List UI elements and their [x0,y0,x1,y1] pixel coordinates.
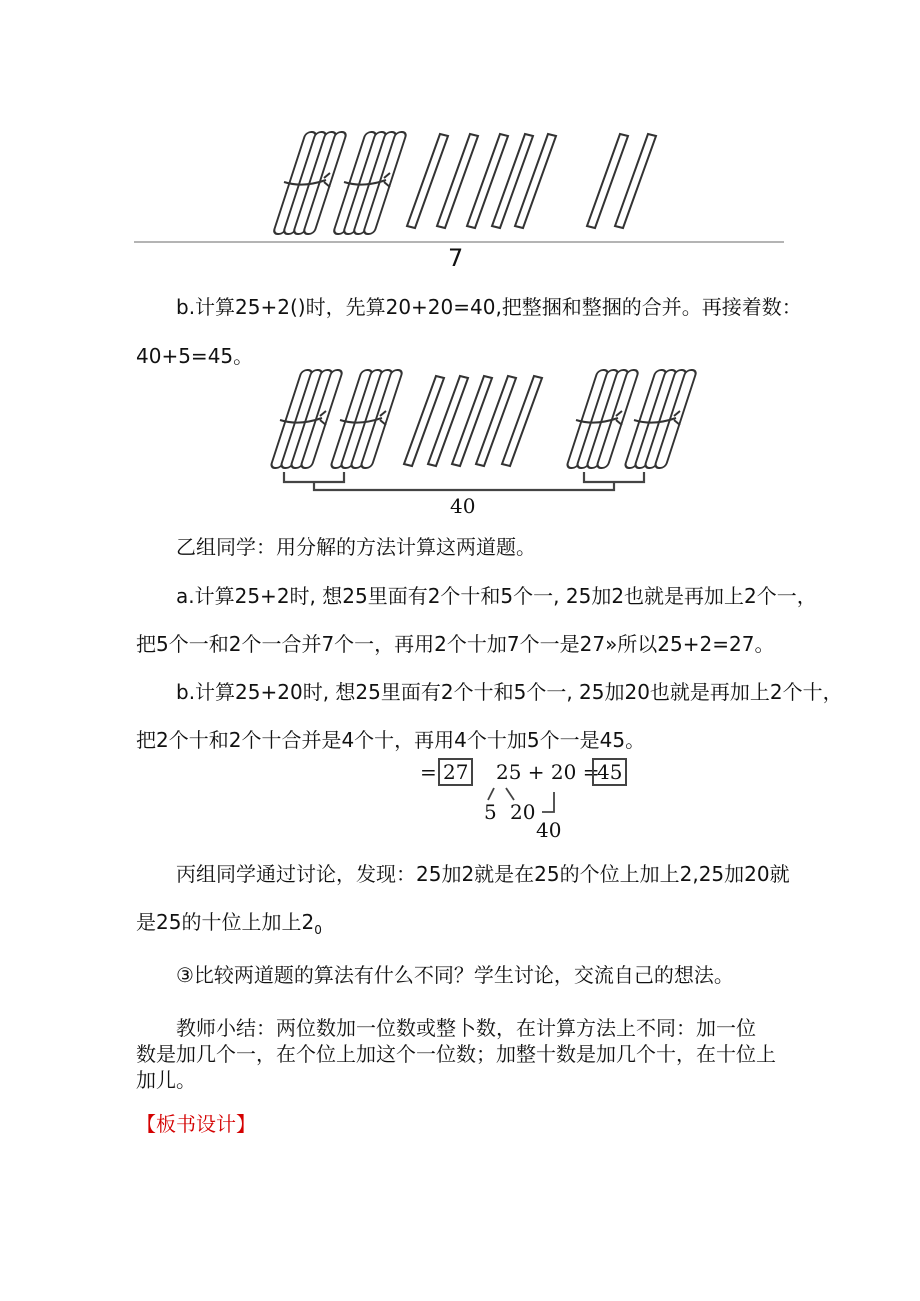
group-yi-b-line2: 把2个十和2个十合并是4个十，再用4个十加5个一是45。 [136,728,646,752]
section-b1-line2: 40+5=45。 [136,344,254,368]
sticks-figure-top [0,0,920,250]
stick-bundle-3 [270,370,343,468]
group-yi-intro: 乙组同学：用分解的方法计算这两道题。 [176,535,536,559]
group-bing-line1: 丙组同学通过讨论，发现：25加2就是在25的个位上加上2,25加20就 [176,862,790,886]
group-yi-a-line1: a.计算25+2时, 想25里面有2个十和5个一, 25加2也就是再加上2个一， [176,584,817,608]
page-number: 7 [448,244,464,272]
split-left-5: 5 [484,800,497,824]
stick-bundle-1 [273,132,347,234]
answer-box-27: 27 [438,758,473,786]
sum-bracket [284,472,644,490]
group-bing-line2 [136,908,322,944]
group-bing-line2-sub: 0 [314,923,322,937]
summary-line3: 加儿。 [136,1068,196,1092]
group-yi-a-line2: 把5个一和2个一合并7个一，再用2个十加7个一是27»所以25+2=27。 [136,632,775,656]
summary-line2: 数是加几个一，在个位上加这个一位数；加整十数是加几个十，在十位上 [136,1042,776,1066]
stick-bundle-4 [330,370,403,468]
group-yi-b-line1: b.计算25+20时, 想25里面有2个十和5个一, 25加20也就是再加上2个十， [176,680,843,704]
stick-bundle-2 [333,132,407,234]
summary-line1: 教师小结：两位数加一位数或整卜数，在计算方法上不同：加一位 [176,1016,756,1040]
group-bing-line2-main: 是25的十位上加上2 [136,910,315,934]
answer-box-45: 45 [592,758,627,786]
sum-40: 40 [536,818,562,842]
single-sticks-five-b [404,376,542,466]
section-b1-line1: b.计算25+2()时，先算20+20=40,把整捆和整捆的合并。再接着数： [176,295,802,319]
equation-expression: 25 + 20 = [496,760,600,784]
bracket-label-40: 40 [450,494,476,518]
equals-sign: = [420,760,437,784]
board-design-heading: 【板书设计】 [136,1112,256,1136]
single-sticks-five [407,134,556,228]
split-right-20: 20 [510,800,536,824]
step3-text: ③比较两道题的算法有什么不同？学生讨论，交流自己的想法。 [176,963,734,987]
equation-figure [420,758,630,842]
single-sticks-two [587,134,656,228]
